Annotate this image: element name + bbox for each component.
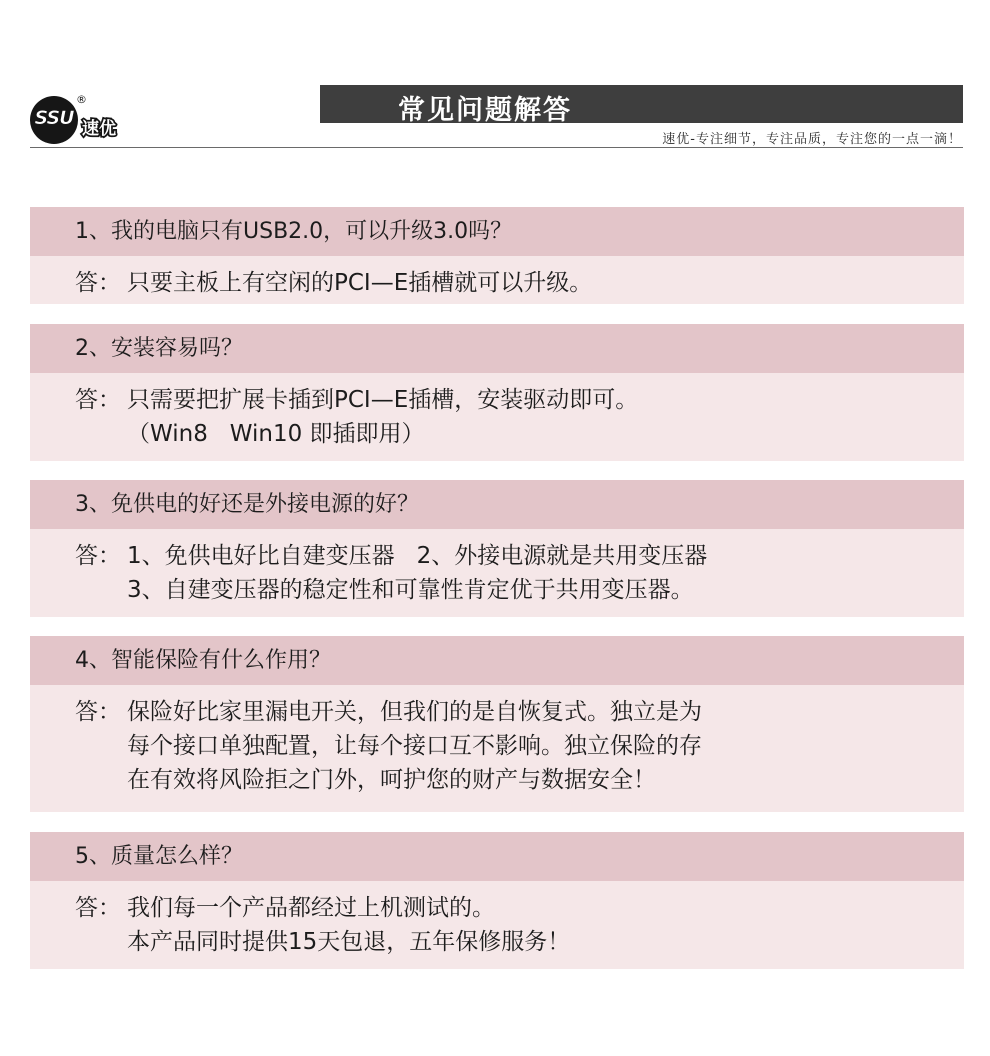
faq-item-1	[30, 207, 964, 304]
faq-question: 2、安装容易吗？	[30, 324, 964, 373]
faq-question: 4、智能保险有什么作用？	[30, 636, 964, 685]
slogan: 速优-专注细节，专注品质，专注您的一点一滴！	[662, 132, 962, 147]
answer-text: 保险好比家里漏电开关，但我们的是自恢复式。独立是为	[127, 699, 702, 725]
answer-line	[75, 925, 964, 959]
answer-line	[75, 266, 964, 300]
header-divider	[30, 147, 963, 148]
answer-line	[75, 695, 964, 729]
faq-answer	[30, 373, 964, 461]
answer-line	[75, 729, 964, 763]
answer-prefix: 答：	[75, 699, 121, 725]
answer-prefix: 答：	[75, 387, 121, 413]
answer-text: 每个接口单独配置，让每个接口互不影响。独立保险的存	[127, 733, 702, 759]
registered-mark: ®	[76, 93, 87, 106]
faq-answer	[30, 881, 964, 969]
faq-item-5	[30, 832, 964, 969]
answer-text: （Win8 Win10 即插即用）	[127, 421, 425, 447]
answer-prefix: 答：	[75, 895, 121, 921]
faq-item-4	[30, 636, 964, 812]
answer-line	[75, 417, 964, 451]
logo-latin: SSU	[34, 107, 74, 129]
answer-line	[75, 891, 964, 925]
answer-text: 3、自建变压器的稳定性和可靠性肯定优于共用变压器。	[127, 577, 694, 603]
answer-text: 本产品同时提供15天包退，五年保修服务！	[127, 929, 571, 955]
title-bar	[320, 85, 963, 126]
answer-text: 在有效将风险拒之门外，呵护您的财产与数据安全！	[127, 767, 656, 793]
faq-question: 3、免供电的好还是外接电源的好？	[30, 480, 964, 529]
faq-question: 1、我的电脑只有USB2.0，可以升级3.0吗？	[30, 207, 964, 256]
faq-answer	[30, 685, 964, 812]
faq-answer	[30, 256, 964, 304]
answer-text: 只要主板上有空闲的PCI—E插槽就可以升级。	[127, 270, 593, 296]
page-header	[0, 0, 990, 160]
answer-text: 我们每一个产品都经过上机测试的。	[127, 895, 495, 921]
answer-text: 1、免供电好比自建变压器 2、外接电源就是共用变压器	[127, 543, 708, 569]
answer-prefix: 答：	[75, 543, 121, 569]
logo-chinese: 速优	[82, 119, 116, 139]
answer-text: 只需要把扩展卡插到PCI—E插槽，安装驱动即可。	[127, 387, 639, 413]
brand-logo	[30, 93, 140, 152]
page-title: 常见问题解答	[398, 95, 572, 126]
faq-item-2	[30, 324, 964, 461]
faq-item-3	[30, 480, 964, 617]
faq-answer	[30, 529, 964, 617]
answer-line	[75, 763, 964, 797]
answer-prefix: 答：	[75, 270, 121, 296]
answer-line	[75, 573, 964, 607]
answer-line	[75, 539, 964, 573]
answer-line	[75, 383, 964, 417]
faq-question: 5、质量怎么样？	[30, 832, 964, 881]
